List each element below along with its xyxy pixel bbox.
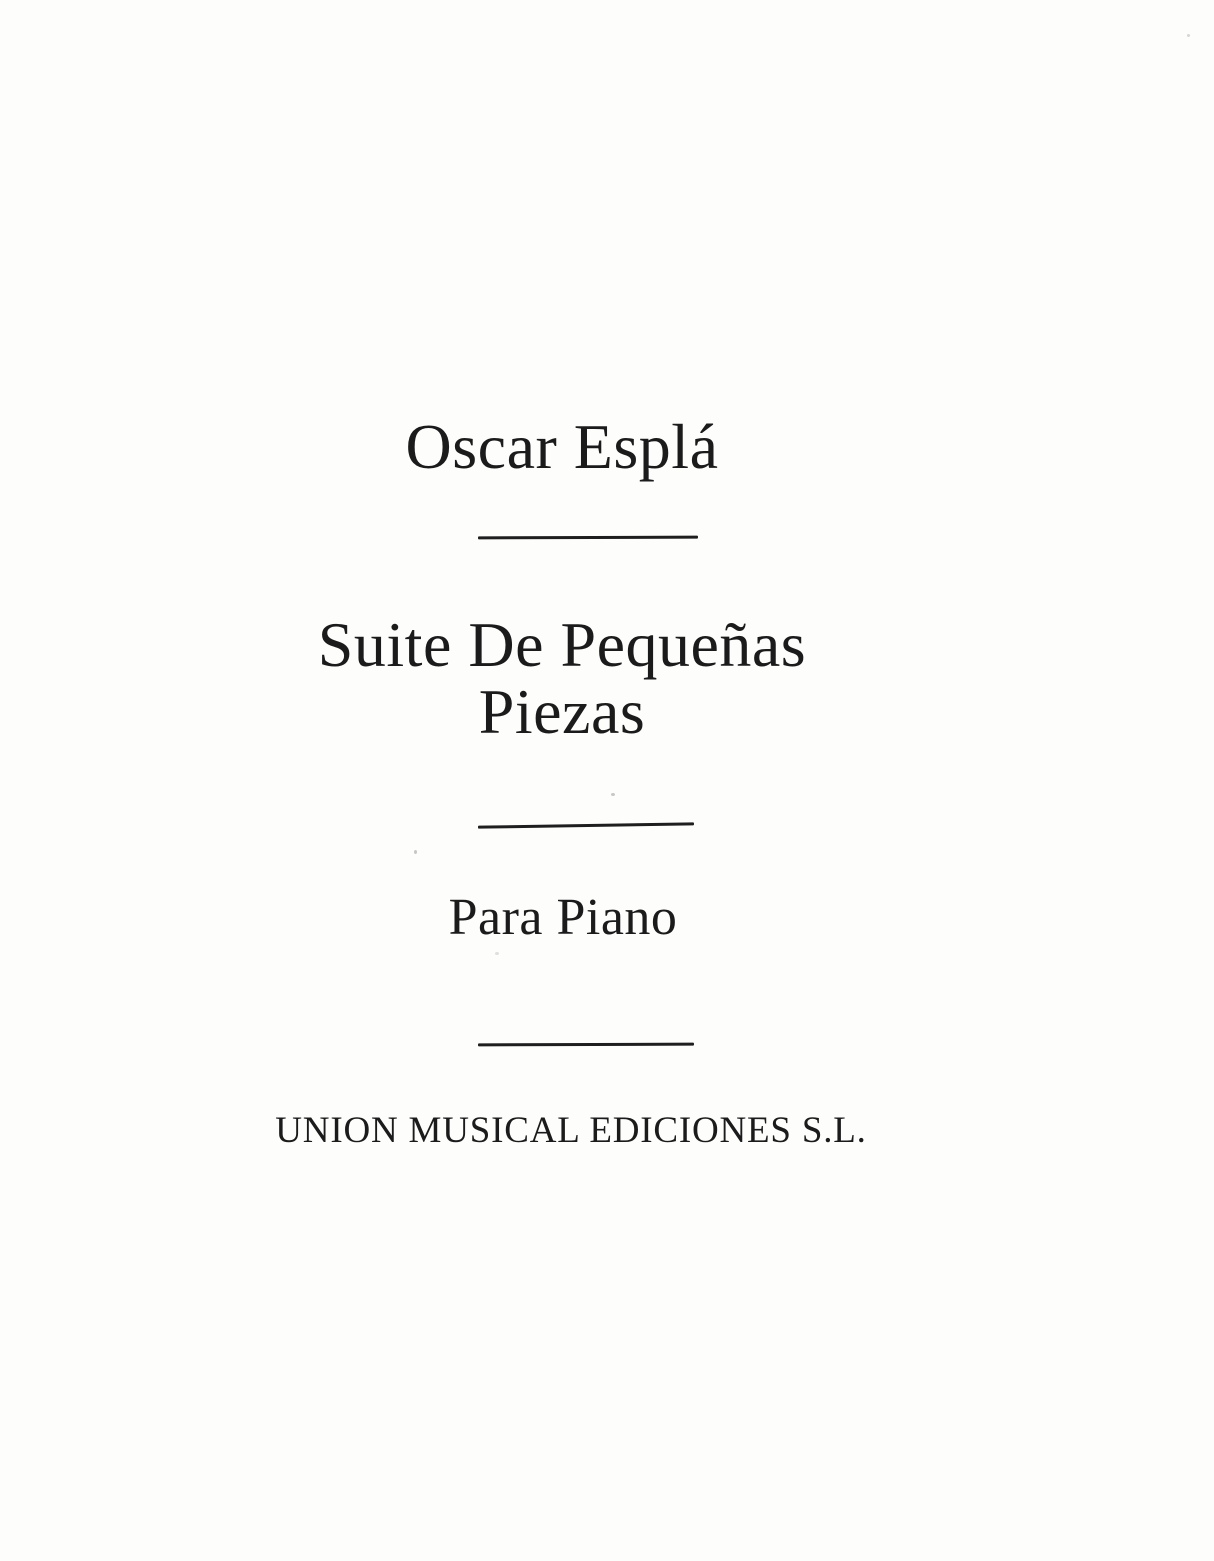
divider-rule-middle <box>478 822 694 828</box>
divider-rule-top <box>478 536 698 540</box>
composer-name: Oscar Esplá <box>405 411 719 482</box>
scan-speck <box>1187 34 1190 37</box>
instrumentation-label: Para Piano <box>448 889 678 946</box>
scan-speck <box>495 952 499 955</box>
scan-speck <box>414 850 417 854</box>
work-title-line-1: Suite De Pequeñas <box>317 609 807 680</box>
work-title <box>0 611 1124 745</box>
work-title-line-2: Piezas <box>478 676 646 747</box>
scan-speck <box>611 793 615 796</box>
publisher-name: UNION MUSICAL EDICIONES S.L. <box>275 1110 867 1151</box>
divider-rule-bottom <box>478 1043 694 1047</box>
